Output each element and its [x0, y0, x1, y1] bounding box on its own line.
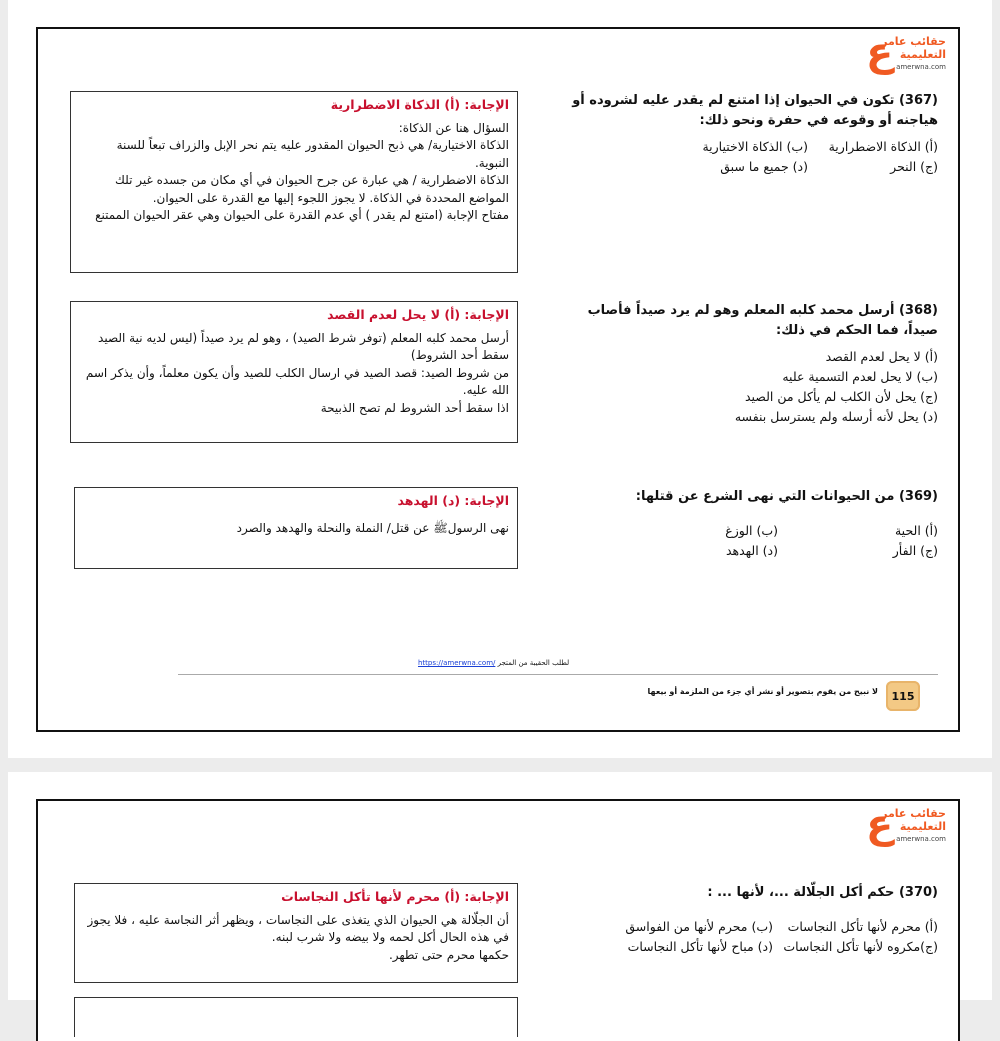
brand-logo: ع حقائب عامر التعليمية amerwna.com: [866, 801, 946, 847]
option-d: (د) مباح لأنها تأكل النجاسات: [627, 939, 773, 954]
question-title: (368) أرسل محمد كلبه المعلم وهو لم يرد صيداً فأصاب صيداً، فما الحكم في ذلك:: [587, 303, 938, 338]
option-b: (ب) الذكاة الاختيارية: [702, 139, 808, 154]
answer-text: من شروط الصيد: قصد الصيد في ارسال الكلب للصيد وأن يكون معلماً، وأن يذكر اسم الله عليه.: [85, 365, 509, 397]
option-a: (أ) محرم لأنها تأكل النجاسات: [787, 919, 938, 934]
answer-heading: الإجابة: (د) الهدهد: [397, 493, 509, 508]
store-link-label: لطلب الحقيبة من المتجر: [497, 659, 570, 667]
answer-box-369: [74, 487, 518, 569]
answer-text: نهى الرسولﷺ عن قتل/ النملة والنحلة والهدهد والصرد: [236, 520, 509, 535]
option-a: (أ) الحية: [894, 523, 938, 538]
answer-text: السؤال هنا عن الذكاة:: [398, 120, 509, 135]
question-367: [553, 91, 938, 177]
option-c: (ج) يحل لأن الكلب لم يأكل من الصيد: [744, 389, 938, 404]
option-d: (د) يحل لأنه أرسله ولم يسترسل بنفسه: [734, 409, 938, 424]
question-title: (367) تكون في الحيوان إذا امتنع لم يقدر عليه لشروده أو هياجنه أو وقوعه في حفرة ونحو ذلك:: [572, 93, 938, 128]
option-c: (ج) الفأر: [892, 543, 938, 558]
answer-heading: الإجابة: (أ) الذكاة الاضطرارية: [330, 97, 509, 112]
page-frame: [36, 27, 960, 732]
question-370: [553, 883, 938, 957]
page-116: [8, 772, 992, 1000]
option-a: (أ) الذكاة الاضطرارية: [828, 139, 938, 154]
option-d: (د) الهدهد: [725, 543, 778, 558]
question-title: (370) حكم أكل الجلّالة ...، لأنها ... :: [707, 885, 938, 900]
option-a: (أ) لا يحل لعدم القصد: [825, 349, 938, 364]
option-c: (ج) النحر: [890, 159, 938, 174]
option-b: (ب) محرم لأنها من الفواسق: [625, 919, 773, 934]
option-d: (د) جميع ما سبق: [720, 159, 808, 174]
option-c: (ج)مكروه لأنها تأكل النجاسات: [783, 939, 938, 954]
store-link: [418, 659, 569, 667]
answer-heading: الإجابة: (أ) محرم لأنها تأكل النجاسات: [281, 889, 509, 904]
answer-heading: الإجابة: (أ) لا يحل لعدم القصد: [327, 307, 509, 322]
options: [553, 521, 938, 561]
question-369: [553, 487, 938, 561]
brand-logo: ع حقائب عامر التعليمية amerwna.com: [866, 29, 946, 75]
copyright-note: لا نبيح من يقوم بتصوير أو نشر أي جزء من الملزمة أو بيعها: [647, 687, 878, 696]
footer-divider: [178, 674, 938, 675]
page-frame: [36, 799, 960, 1041]
page-115: [8, 0, 992, 758]
answer-text: الذكاة الاختيارية/ هي ذبح الحيوان المقدور عليه يتم نحر الإبل والزراف تبعاً للسنة النبوية.: [116, 138, 509, 170]
options: [553, 347, 938, 427]
answer-box-368: [70, 301, 518, 443]
answer-text: الذكاة الاضطرارية / هي عبارة عن جرح الحيوان في أي مكان من جسده غير تلك المواضع المحددة في الذكاة. لا يجوز اللجوء إليها مع القدرة على الحيوان.: [115, 173, 509, 205]
answer-box-370: [74, 883, 518, 983]
answer-text: مفتاح الإجابة (امتنع لم يقدر ) أي عدم القدرة على الحيوان وهي عقر الحيوان الممتنع: [95, 208, 509, 222]
question-368: [553, 301, 938, 427]
options: [553, 917, 938, 957]
option-b: (ب) لا يحل لعدم التسمية عليه: [782, 369, 938, 384]
answer-text: أرسل محمد كلبه المعلم (توفر شرط الصيد) ، وهو لم يرد صيداً (ليس لديه نية الصيد سقط أحد الشروط): [98, 330, 509, 362]
answer-text: حكمها محرم حتى تطهر.: [388, 947, 509, 962]
answer-text: أن الجلّالة هي الحيوان الذي يتغذى على النجاسات ، ويظهر أثر النجاسة عليه ، فلا يجوز في هذه الحال أكل لحمه ولا بيضه ولا شرب لبنه.: [87, 912, 509, 944]
question-title: (369) من الحيوانات التي نهى الشرع عن قتلها:: [635, 489, 938, 504]
option-b: (ب) الوزغ: [725, 523, 778, 538]
answer-box-367: [70, 91, 518, 273]
options: [553, 137, 938, 177]
page-number-badge: 115: [886, 681, 920, 711]
store-url[interactable]: https://amerwna.com/: [418, 659, 496, 667]
answer-box-next: [74, 997, 518, 1037]
answer-text: اذا سقط أحد الشروط لم تصح الذبيحة: [320, 400, 509, 415]
